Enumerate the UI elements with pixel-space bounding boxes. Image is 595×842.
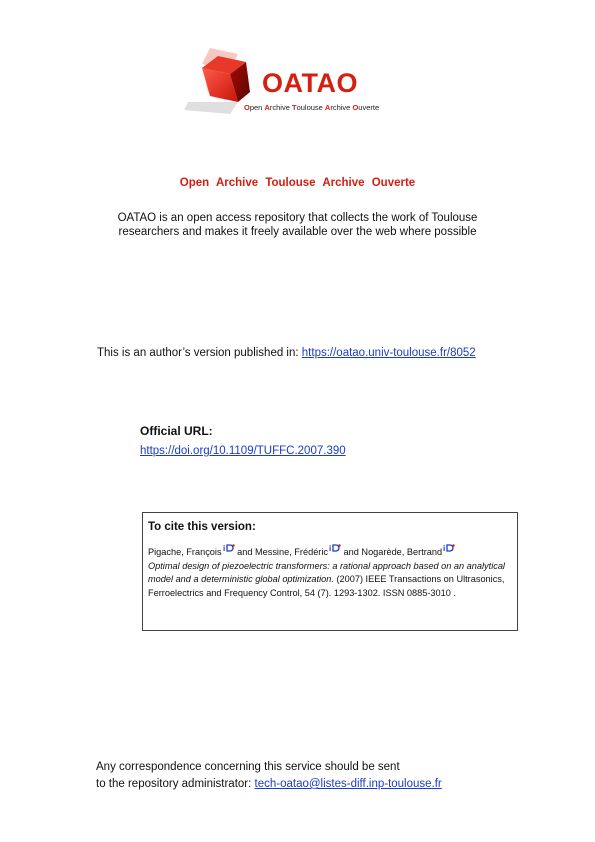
repository-heading: Open Archive Toulouse Archive Ouverte [179, 177, 416, 189]
citation-article-title: Optimal design of piezoelectric transformers: a rational approach based on an analytical model and a deterministic global optimization. [148, 560, 505, 584]
orcid-icon[interactable] [443, 543, 455, 557]
intro-line-2: researchers and makes it freely available over the web where possible [118, 226, 477, 238]
orcid-icon[interactable] [329, 543, 341, 557]
correspondence-line-2: to the repository administrator: tech-oatao@listes-diff.inp-toulouse.fr [96, 778, 442, 790]
orcid-icon[interactable] [223, 543, 235, 557]
correspondence-block [96, 759, 442, 793]
official-url-link[interactable]: https://doi.org/10.1109/TUFFC.2007.390 [140, 445, 346, 457]
author-version-prefix: This is an author’s version published in: [97, 347, 302, 359]
official-url-label: Official URL: [140, 424, 213, 438]
citation-body [148, 543, 516, 600]
citation-author-1: Pigache, François [148, 547, 222, 557]
citation-author-2: and Messine, Frédéric [234, 547, 328, 557]
svg-text:i: i [222, 544, 225, 552]
repository-intro [0, 211, 595, 239]
author-version-line [97, 347, 476, 359]
citation-title: To cite this version: [148, 521, 256, 533]
logo-wordmark: OATAO [262, 68, 358, 98]
logo-subtitle: Open Archive Toulouse Archive Ouverte [244, 103, 380, 112]
svg-text:i: i [443, 544, 446, 552]
author-version-link[interactable]: https://oatao.univ-toulouse.fr/8052 [301, 347, 476, 359]
admin-email-link[interactable]: tech-oatao@listes-diff.inp-toulouse.fr [254, 778, 442, 790]
official-url-line [140, 445, 346, 457]
citation-source: (2007) IEEE Transactions on Ultrasonics, Ferroelectrics and Frequency Control, 54 (7). 1293-1302. ISSN 0885-3010 . [148, 574, 505, 598]
citation-box [142, 512, 518, 631]
citation-author-3: and Nogarède, Bertrand [341, 547, 443, 557]
correspondence-line-1: Any correspondence concerning this service should be sent [96, 761, 400, 773]
intro-line-1: OATAO is an open access repository that collects the work of Toulouse [117, 212, 478, 224]
svg-text:i: i [329, 544, 332, 552]
